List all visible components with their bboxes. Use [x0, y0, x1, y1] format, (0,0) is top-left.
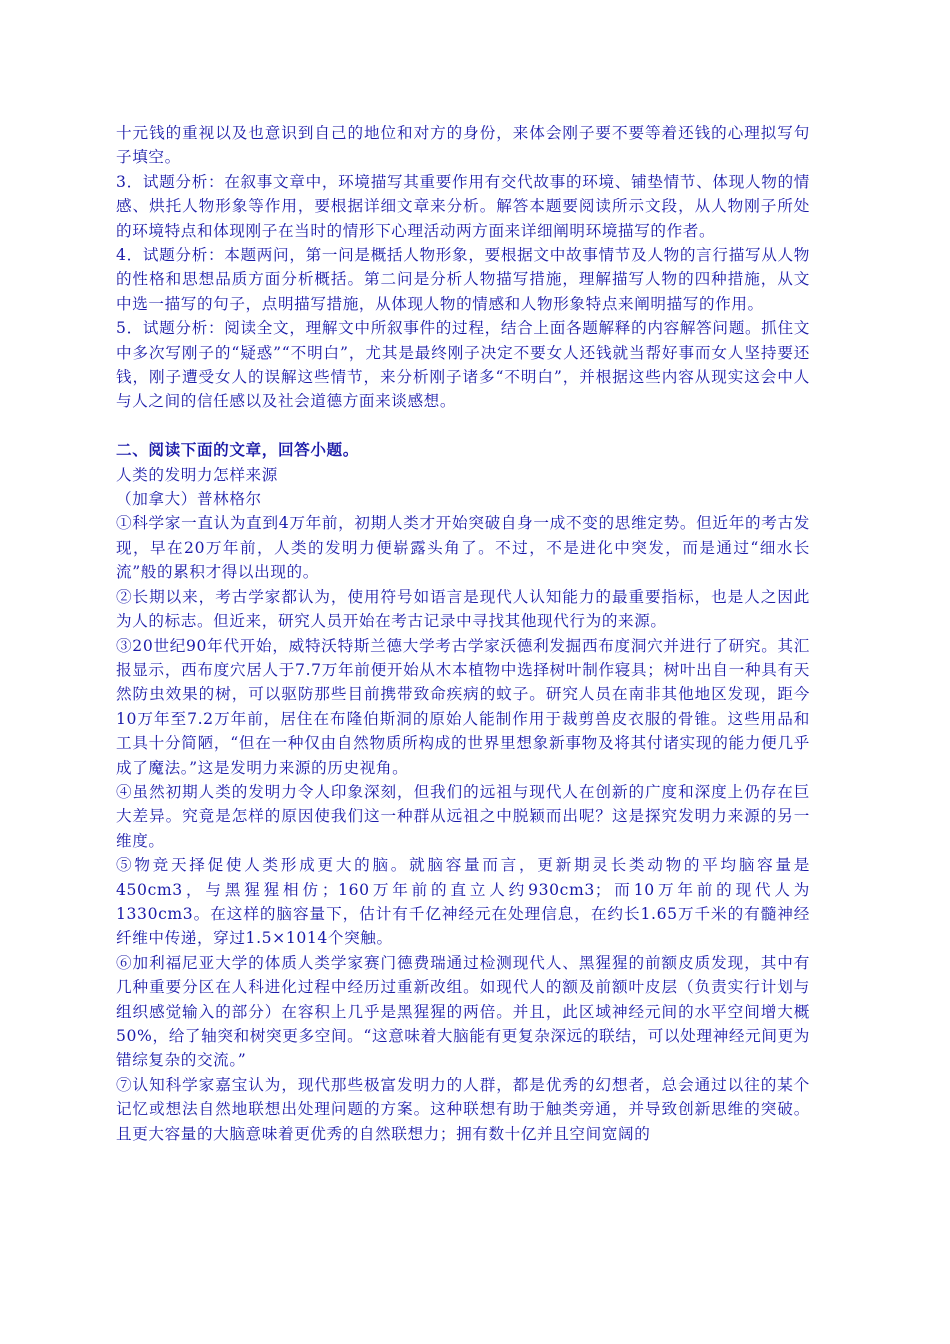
- article-paragraph-4: ④虽然初期人类的发明力令人印象深刻，但我们的远祖与现代人在创新的广度和深度上仍存在巨大差异。究竟是怎样的原因使我们这一种群从远祖之中脱颖而出呢？这是探究发明力来源的另一维度。: [116, 782, 810, 850]
- article-title: 人类的发明力怎样来源: [116, 465, 278, 484]
- article-paragraph-6: ⑥加利福尼亚大学的体质人类学家赛门德费瑞通过检测现代人、黑猩猩的前额皮质发现，其中有几种重要分区在人科进化过程中经历过重新改组。如现代人的额及前额叶皮层（负责实行计划与组织感觉输入的部分）在容积上几乎是黑猩猩的两倍。并且，此区域神经元间的水平空间增大概50%，给了轴突和树突更多空间。“这意味着大脑能有更复杂深远的联结，可以处理神经元间更为错综复杂的交流。”: [116, 953, 810, 1070]
- article-author: （加拿大）普林格尔: [116, 490, 262, 509]
- analysis-item-3: 3．试题分析：在叙事文章中，环境描写其重要作用有交代故事的环境、铺垫情节、体现人物的情感、烘托人物形象等作用，要根据详细文章来分析。解答本题要阅读所示文段，从人物刚子所处的环境特点和体现刚子在当时的情形下心理活动两方面来详细阐明环境描写的作者。: [116, 172, 810, 240]
- article-paragraph-2: ②长期以来，考古学家都认为，使用符号如语言是现代人认知能力的最重要指标，也是人之因此为人的标志。但近来，研究人员开始在考古记录中寻找其他现代行为的来源。: [116, 587, 810, 631]
- article-paragraph-1: ①科学家一直认为直到4万年前，初期人类才开始突破自身一成不变的思维定势。但近年的考古发现，早在20万年前，人类的发明力便崭露头角了。不过，不是进化中突发，而是通过“细水长流”般的累积才得以出现的。: [116, 514, 810, 582]
- analysis-continuation: 十元钱的重视以及也意识到自己的地位和对方的身份，来体会刚子要不要等着还钱的心理拟写句子填空。: [116, 124, 810, 167]
- analysis-item-5: 5．试题分析：阅读全文，理解文中所叙事件的过程，结合上面各题解释的内容解答问题。抓住文中多次写刚子的“疑惑”“不明白”，尤其是最终刚子决定不要女人还钱就当帮好事而女人坚持要还钱，刚子遭受女人的误解这些情节，来分析刚子诸多“不明白”，并根据这些内容从现实这会中人与人之间的信任感以及社会道德方面来谈感想。: [116, 319, 810, 411]
- section-spacer: [116, 414, 810, 438]
- section-heading: 二、阅读下面的文章，回答小题。: [116, 440, 359, 460]
- article-paragraph-5: ⑤物竞天择促使人类形成更大的脑。就脑容量而言，更新期灵长类动物的平均脑容量是450cm3，与黑猩猩相仿；160万年前的直立人约930cm3；而10万年前的现代人为1330cm3。在这样的脑容量下，估计有千亿神经元在处理信息，在约长1.65万千米的有髓神经纤维中传递，穿过1.5×1014个突触。: [116, 856, 810, 948]
- article-paragraph-3: ③20世纪90年代开始，威特沃特斯兰德大学考古学家沃德利发掘西布度洞穴并进行了研究。其汇报显示，西布度穴居人于7.7万年前便开始从木本植物中选择树叶制作寝具；树叶出自一种具有天然防虫效果的树，可以驱防那些目前携带致命疾病的蚊子。研究人员在南非其他地区发现，距今10万年至7.2万年前，居住在布隆伯斯洞的原始人能制作用于裁剪兽皮衣服的骨锥。这些用品和工具十分简陋，“但在一种仅由自然物质所构成的世界里想象新事物及将其付诸实现的能力便几乎成了魔法。”这是发明力来源的历史视角。: [116, 636, 810, 777]
- document-page: [116, 121, 810, 1146]
- analysis-item-4: 4．试题分析：本题两问，第一问是概括人物形象，要根据文中故事情节及人物的言行描写从人物的性格和思想品质方面分析概括。第二问是分析人物描写措施，理解描写人物的四种措施，从文中选一描写的句子，点明描写措施，从体现人物的情感和人物形象特点来阐明描写的作用。: [116, 246, 810, 313]
- article-paragraph-7: ⑦认知科学家嘉宝认为，现代那些极富发明力的人群，都是优秀的幻想者，总会通过以往的某个记忆或想法自然地联想出处理问题的方案。这种联想有助于触类旁通，并导致创新思维的突破。且更大容量的大脑意味着更优秀的自然联想力；拥有数十亿并且空间宽阔的: [116, 1075, 810, 1143]
